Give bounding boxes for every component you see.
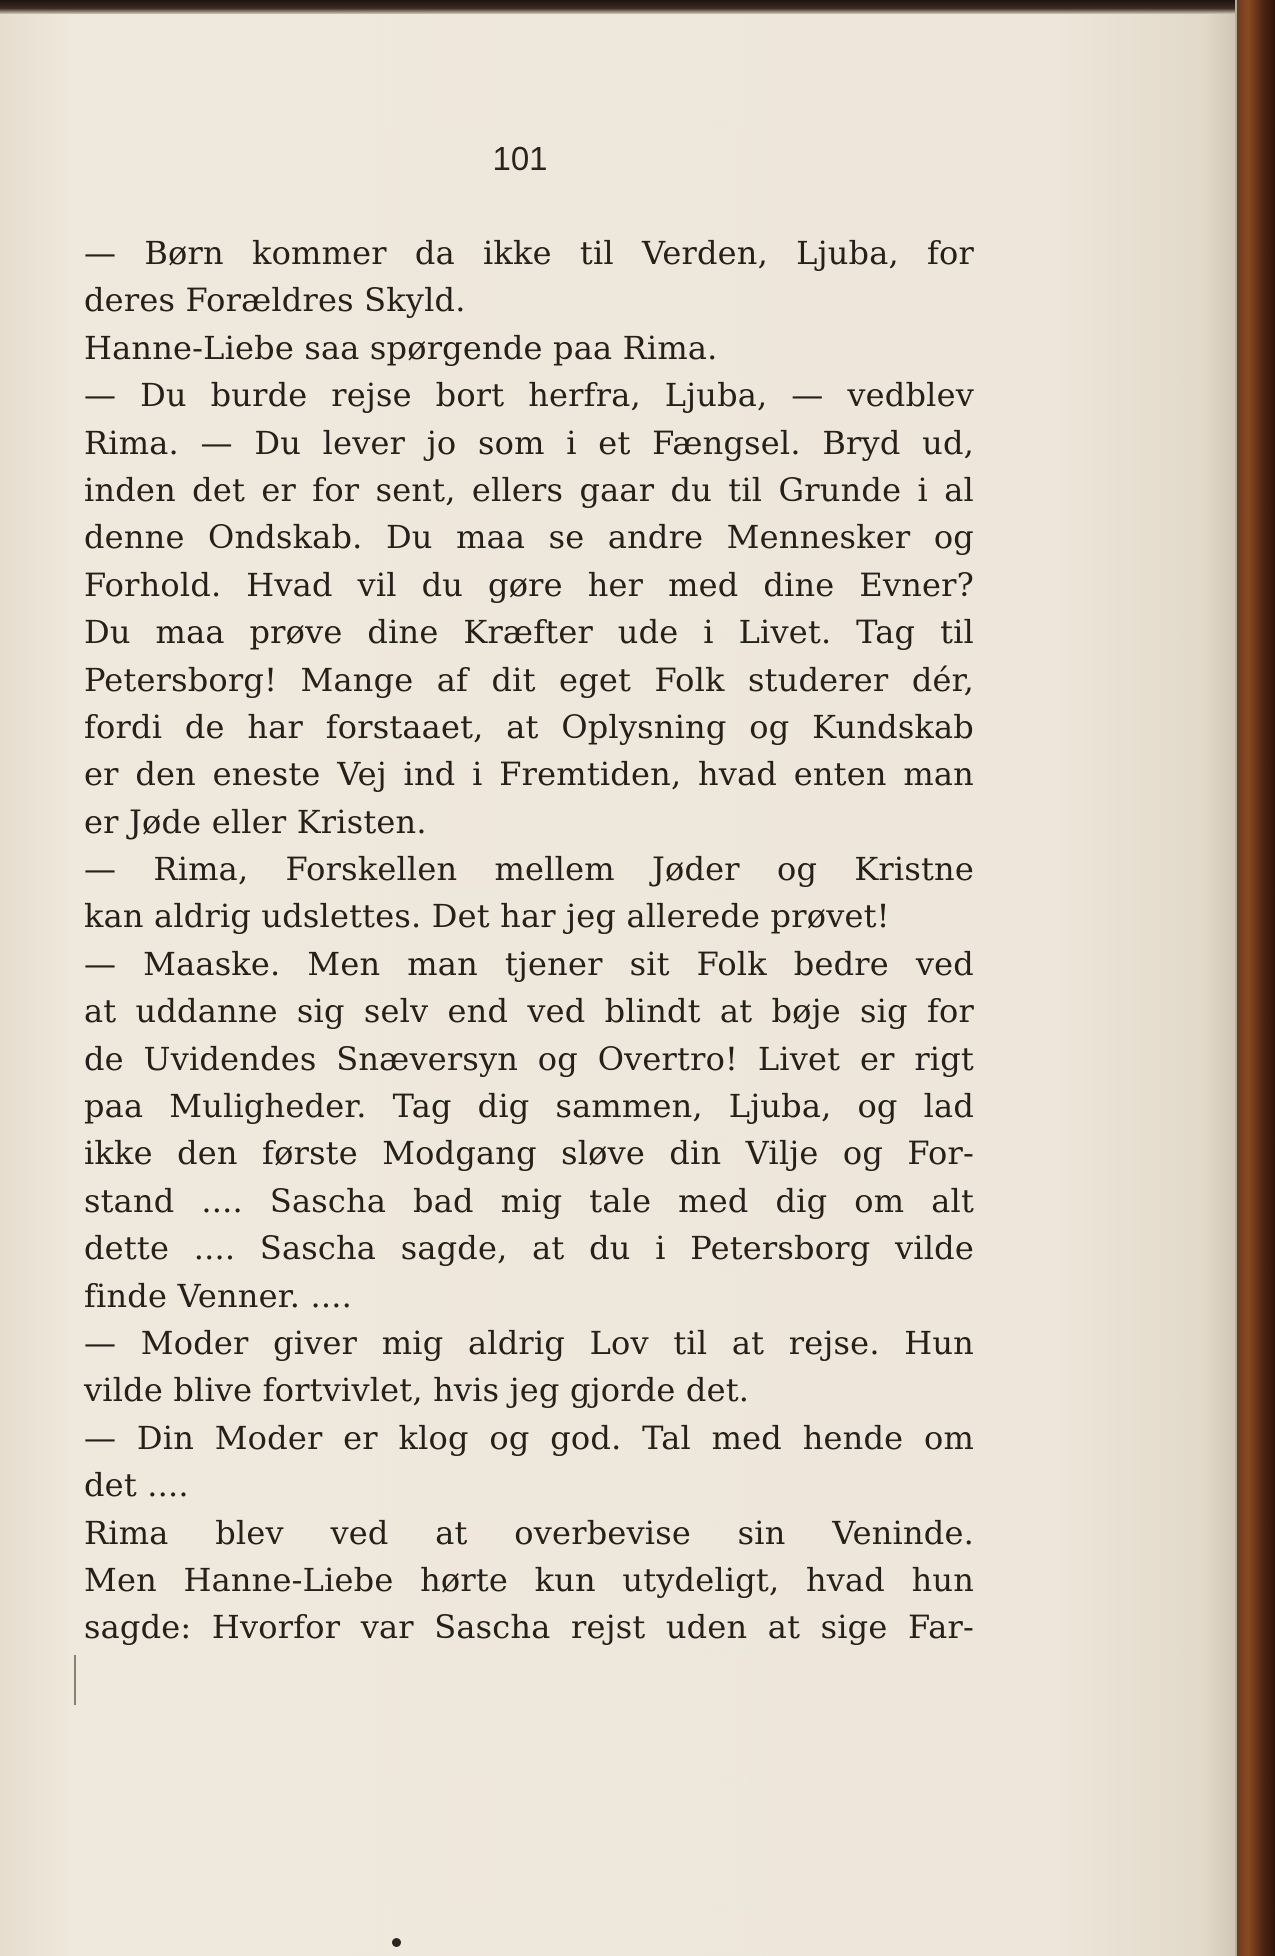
book-spine xyxy=(1237,0,1275,1956)
text-line: — Din Moder er klog og god. Tal med hende om xyxy=(84,1418,974,1457)
text-line: Hanne-Liebe saa spørgende paa Rima. xyxy=(84,328,718,367)
text-line: vilde blive fortvivlet, hvis jeg gjorde det. xyxy=(84,1371,750,1410)
text-line: deres Forældres Skyld. xyxy=(84,281,466,320)
text-line: finde Venner. .... xyxy=(84,1276,352,1315)
text-line: Rima. — Du lever jo som i et Fængsel. Bryd ud, xyxy=(84,423,974,462)
text-line: Du maa prøve dine Kræfter ude i Livet. Tag til xyxy=(84,613,974,652)
text-line: Forhold. Hvad vil du gøre her med dine Evner? xyxy=(84,565,974,604)
text-line: stand .... Sascha bad mig tale med dig om alt xyxy=(84,1181,974,1220)
page-number: 101 xyxy=(492,140,548,177)
text-line: det .... xyxy=(84,1466,189,1505)
text-line: — Maaske. Men man tjener sit Folk bedre ved xyxy=(84,944,974,983)
text-line: fordi de har forstaaet, at Oplysning og Kundskab xyxy=(84,707,974,746)
text-line: er den eneste Vej ind i Fremtiden, hvad enten man xyxy=(84,755,974,794)
text-line: — Du burde rejse bort herfra, Ljuba, — vedblev xyxy=(84,376,974,415)
ink-dot xyxy=(392,1938,401,1947)
text-line: — Moder giver mig aldrig Lov til at rejse. Hun xyxy=(84,1323,974,1362)
text-line: at uddanne sig selv end ved blindt at bøje sig for xyxy=(84,992,974,1031)
text-line: sagde: Hvorfor var Sascha rejst uden at sige Far- xyxy=(84,1608,974,1647)
text-line: paa Muligheder. Tag dig sammen, Ljuba, og lad xyxy=(84,1087,974,1126)
body-text xyxy=(84,230,974,1652)
text-line: — Børn kommer da ikke til Verden, Ljuba, for xyxy=(84,234,974,272)
text-line: — Rima, Forskellen mellem Jøder og Kristne xyxy=(84,850,974,889)
text-line: er Jøde eller Kristen. xyxy=(84,802,427,841)
text-line: denne Ondskab. Du maa se andre Mennesker og xyxy=(84,518,974,557)
margin-mark xyxy=(74,1655,76,1705)
page-top-edge xyxy=(0,0,1275,14)
text-line: kan aldrig udslettes. Det har jeg allerede prøvet! xyxy=(84,897,890,936)
text-line: Rima blev ved at overbevise sin Veninde. xyxy=(84,1513,974,1552)
text-line: inden det er for sent, ellers gaar du til Grunde i al xyxy=(84,470,974,509)
text-line: dette .... Sascha sagde, at du i Petersborg vilde xyxy=(84,1229,974,1268)
text-line: Petersborg! Mange af dit eget Folk studerer dér, xyxy=(84,660,974,699)
text-line: de Uvidendes Snæversyn og Overtro! Livet er rigt xyxy=(84,1039,974,1078)
text-line: Men Hanne-Liebe hørte kun utydeligt, hvad hun xyxy=(84,1560,974,1599)
text-line: ikke den første Modgang sløve din Vilje og For- xyxy=(84,1134,974,1173)
